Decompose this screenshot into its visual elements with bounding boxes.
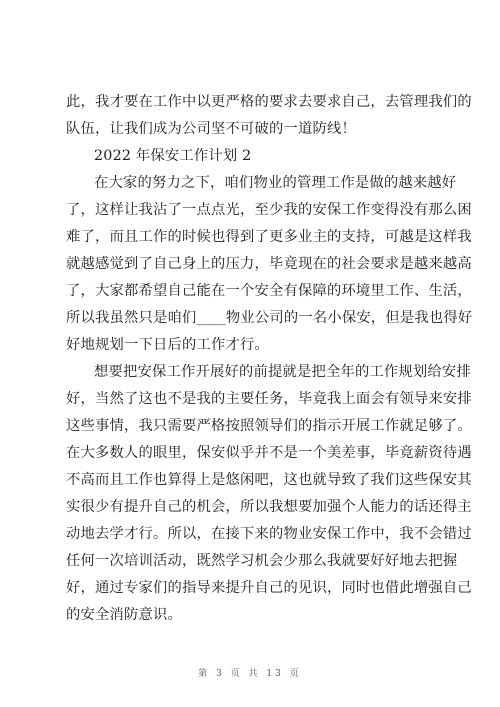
paragraph-line: 在大多数人的眼里，保安似乎并不是一个美差事，毕竟薪资待遇: [66, 445, 472, 461]
paragraph-line: 动地去学才行。所以，在接下来的物业安保工作中，我不会错过: [66, 526, 472, 542]
page-number-footer: 第 3 页 共 13 页: [198, 669, 302, 679]
paragraph-line: 在大家的努力之下，咱们物业的管理工作是做的越来越好: [94, 175, 457, 191]
document-body: [66, 89, 473, 629]
paragraph-line: 好，当然了这也不是我的主要任务，毕竟我上面会有领导来安排: [66, 391, 472, 407]
section-heading: 2022 年保安工作计划 2: [94, 148, 252, 164]
paragraph-line: 就越感觉到了自己身上的压力，毕竟现在的社会要求是越来越高: [66, 256, 472, 272]
paragraph-line: 好，通过专家们的指导来提升自己的见识，同时也借此增强自己: [66, 580, 472, 596]
paragraph-line: 任何一次培训活动，既然学习机会少那么我就要好好地去把握: [66, 553, 458, 569]
paragraph-line: 实很少有提升自己的机会，所以我想要加强个人能力的话还得主: [66, 499, 472, 515]
paragraph-line: 队伍，让我们成为公司坚不可破的一道防线！: [66, 121, 356, 137]
paragraph-line: 所以我虽然只是咱们____物业公司的一名小保安，但是我也得好: [66, 310, 473, 326]
paragraph-line: 此，我才要在工作中以更严格的要求去要求自己，去管理我们的: [66, 94, 472, 110]
paragraph-line: 难了，而且工作的时候也得到了更多业主的支持，可越是这样我: [66, 229, 472, 245]
paragraph-line: 这些事情，我只需要严格按照领导们的指示开展工作就足够了。: [66, 418, 472, 434]
paragraph-line: 了，这样让我沾了一点点光，至少我的安保工作变得没有那么困: [66, 202, 472, 218]
paragraph-line: 了，大家都希望自己能在一个安全有保障的环境里工作、生活，: [66, 283, 472, 299]
paragraph-line: 的安全消防意识。: [66, 607, 182, 623]
paragraph-line: 不高而且工作也算得上是悠闲吧，这也就导致了我们这些保安其: [66, 472, 472, 488]
paragraph-line: 好地规划一下日后的工作才行。: [66, 337, 269, 353]
paragraph-line: 想要把安保工作开展好的前提就是把全年的工作规划给安排: [94, 364, 471, 380]
